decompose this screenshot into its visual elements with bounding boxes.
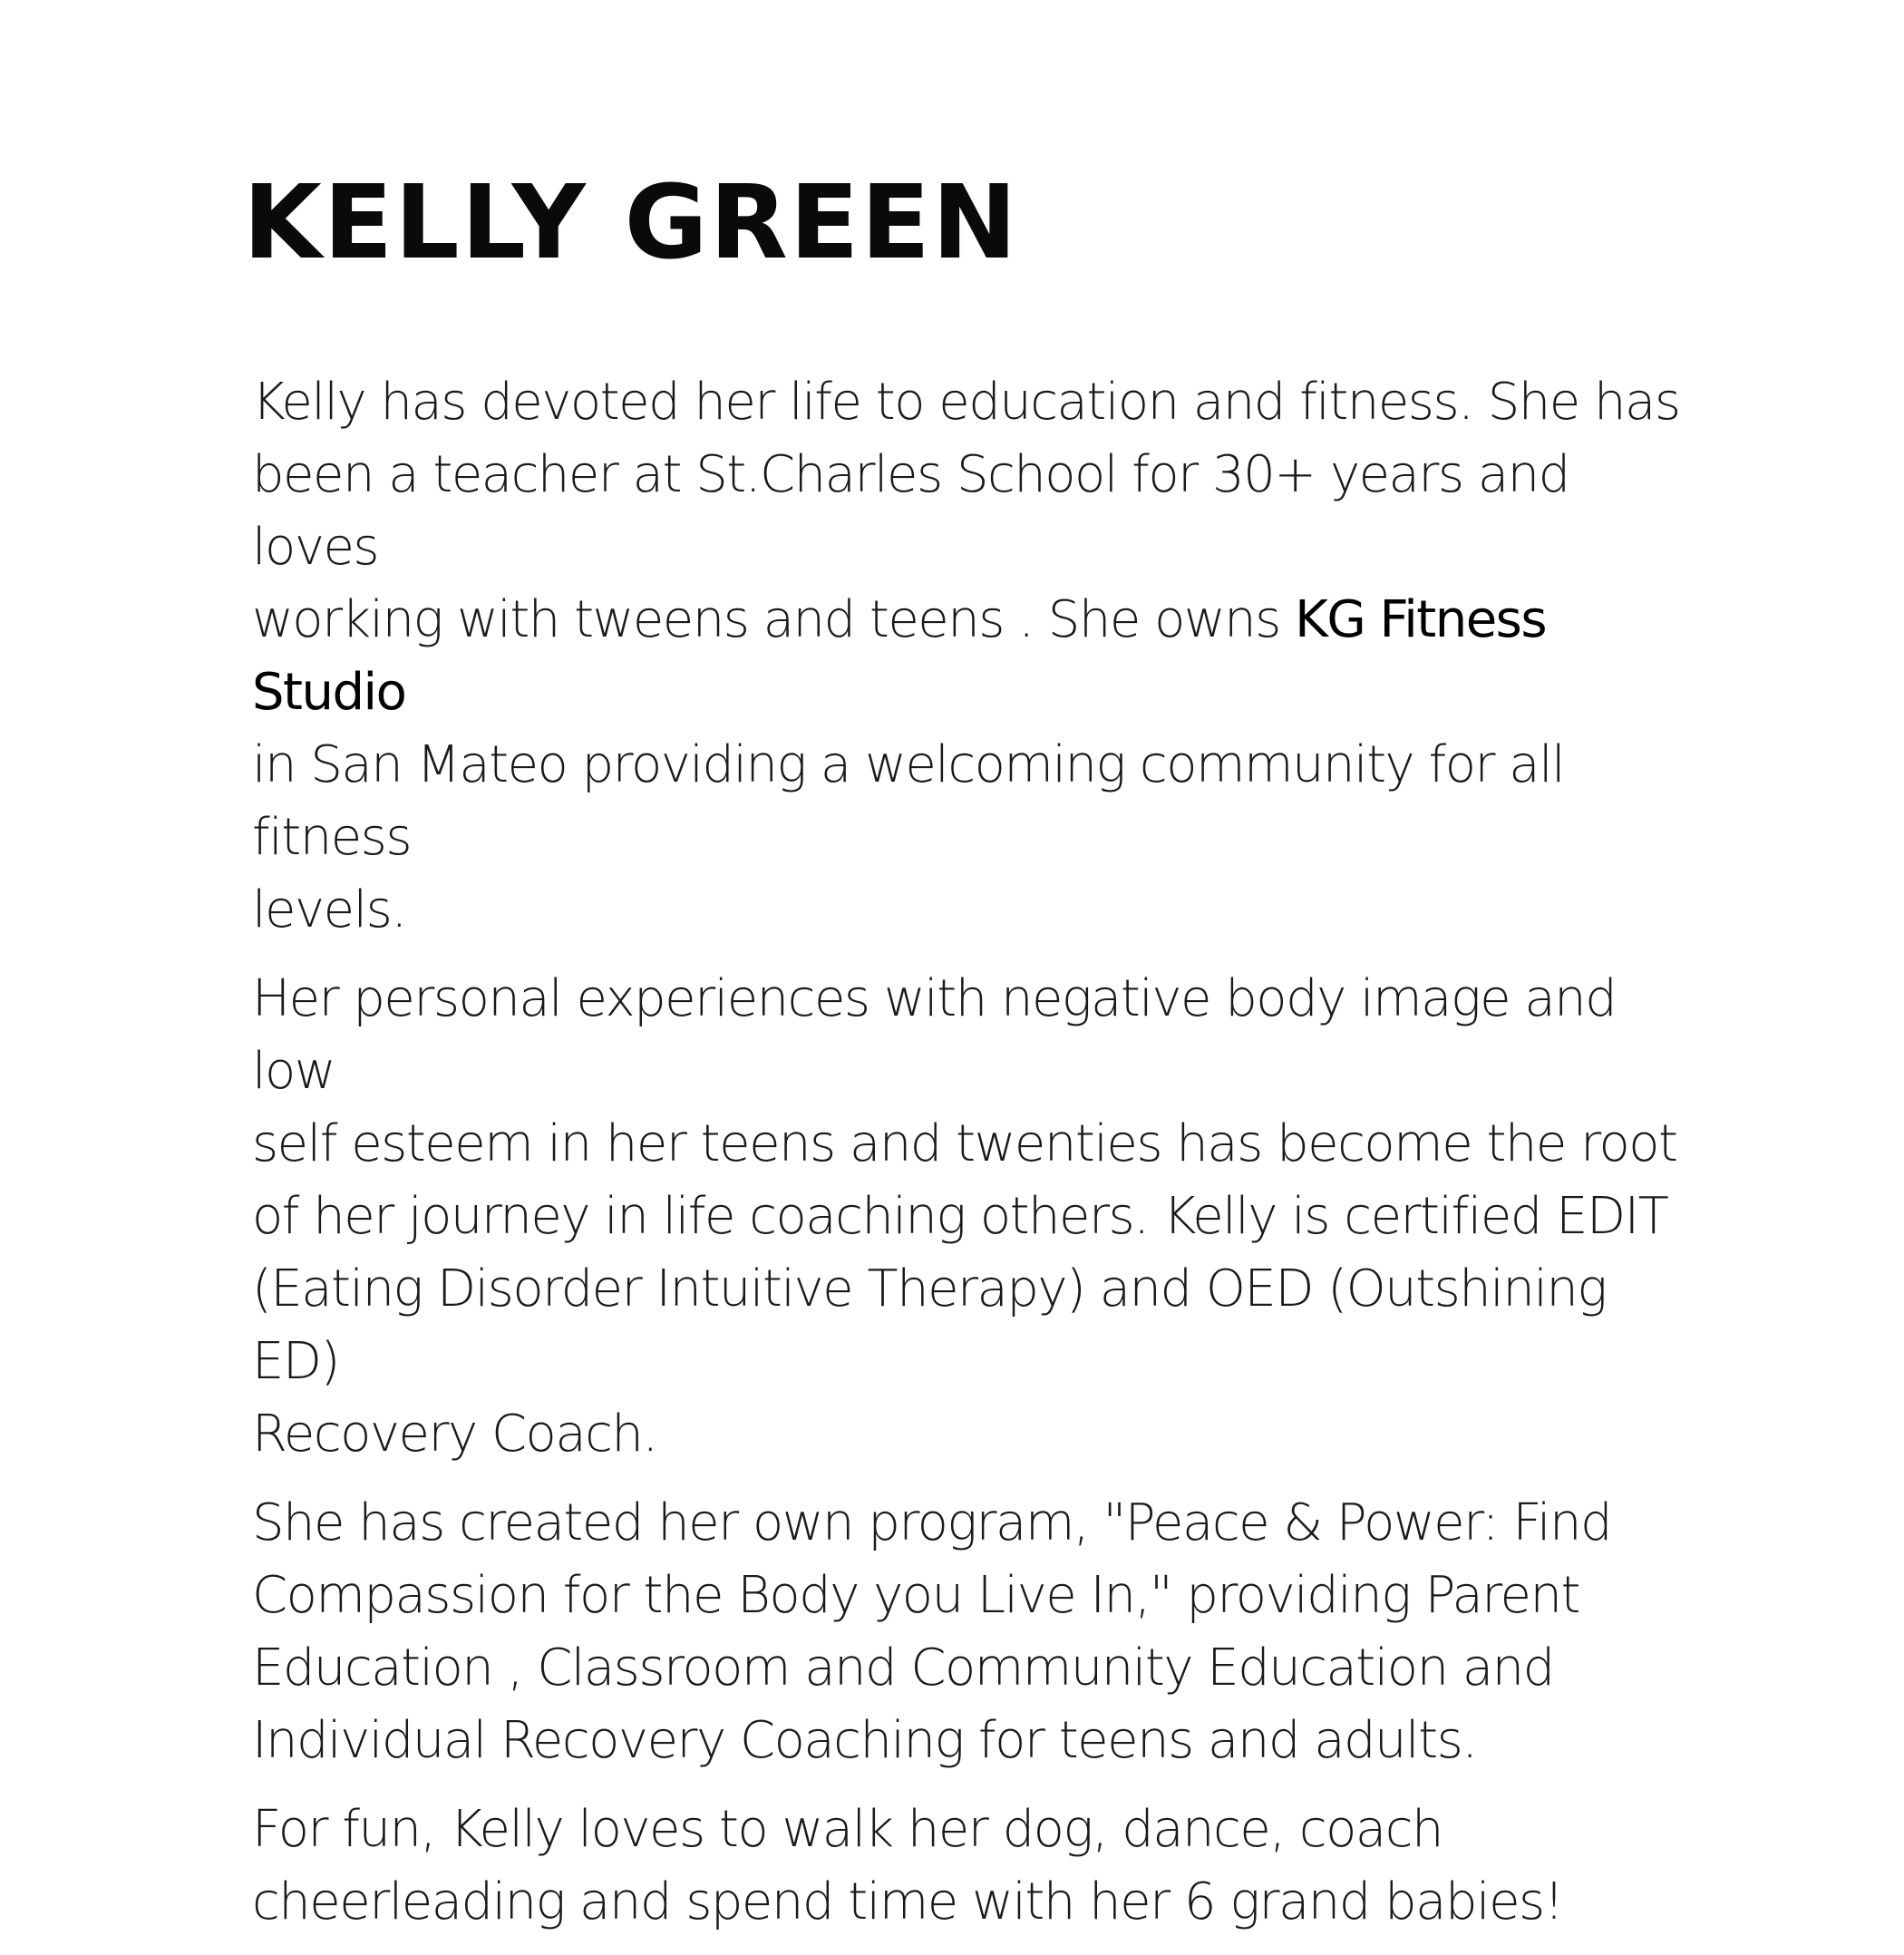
bio-line: in San Mateo providing a welcoming community for all fitness — [252, 735, 1565, 867]
bio-line: Kelly has devoted her life to education and fitness. She has — [252, 373, 1680, 432]
bio-line: cheerleading and spend time with her 6 grand babies! — [252, 1872, 1563, 1931]
bio-line: Her personal experiences with negative body image and low — [252, 969, 1617, 1101]
bio-line: She has created her own program, "Peace & Power: Find — [252, 1493, 1612, 1552]
bio-line: Education , Classroom and Community Education and — [252, 1639, 1554, 1697]
bio-paragraph-education — [252, 366, 1685, 947]
bio-line: working with tweens and teens . She owns — [252, 590, 1296, 649]
bio-line: levels. — [252, 880, 406, 939]
bio-line: been a teacher at St.Charles School for 30+ years and loves — [252, 445, 1569, 577]
kg-fitness-studio-link[interactable]: KG Fitness Studio — [252, 590, 1547, 722]
bio-paragraph-fun — [252, 1794, 1685, 1939]
bio-line: (Eating Disorder Intuitive Therapy) and OED (Outshining ED) — [252, 1260, 1607, 1391]
bio-paragraph-experience — [252, 963, 1685, 1471]
bio-line: Compassion for the Body you Live In," providing Parent — [252, 1566, 1579, 1625]
bio-line: Recovery Coach. — [252, 1405, 657, 1464]
bio-line: For fun, Kelly loves to walk her dog, dance, coach — [252, 1800, 1443, 1859]
bio-line: of her journey in life coaching others. Kelly is certified EDIT — [252, 1187, 1668, 1246]
bio-paragraph-program — [252, 1487, 1685, 1777]
bio-text — [252, 366, 1685, 1955]
bio-line: self esteem in her teens and twenties has become the root — [252, 1114, 1677, 1173]
bio-line: Individual Recovery Coaching for teens and adults. — [252, 1711, 1477, 1770]
page-title: KELLY GREEN — [243, 164, 1019, 282]
